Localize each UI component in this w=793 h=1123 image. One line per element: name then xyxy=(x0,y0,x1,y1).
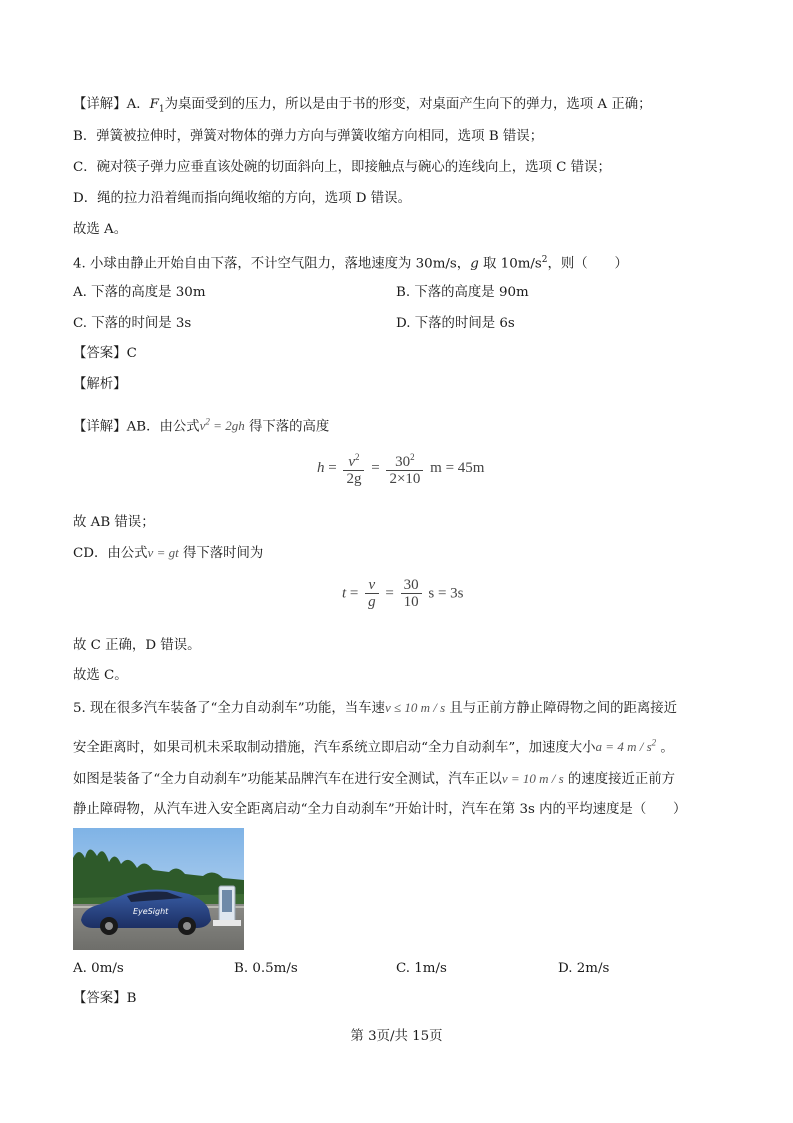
q5-option-a: A. 0m/s xyxy=(73,961,124,976)
car-photo-illustration xyxy=(73,828,244,950)
q3-detail-line-4: D．绳的拉力沿着绳而指向绳收缩的方向，选项 D 错误。 xyxy=(73,191,411,206)
q4-option-c: C. 下落的时间是 3s xyxy=(73,316,192,331)
car-test-photo xyxy=(73,828,244,950)
q4-analysis-tag: 【解析】 xyxy=(73,377,127,392)
formula-v-le-10: v ≤ 10 m / s xyxy=(384,700,446,715)
detail-tag: 【详解】 xyxy=(73,97,127,112)
q3-detail-line-1: 【详解】A．$F_1$为桌面受到的压力，所以是由于书的形变，对桌面产生向下的弹力，选项 A 正确； xyxy=(73,97,652,115)
q3-detail-line-3: C．碗对筷子弹力应垂直该处碗的切面斜向上，即接触点与碗心的连线向上，选项 C 错误； xyxy=(73,160,611,175)
q4-option-a: A. 下落的高度是 30m xyxy=(73,285,206,300)
q5-stem-line-3: 如图是装备了“全力自动刹车”功能某品牌汽车在进行安全测试，汽车正以v = 10 m / s 的速度接近正前方 xyxy=(73,771,676,787)
q5-stem-line-1: 5. 现在很多汽车装备了“全力自动刹车”功能，当车速v ≤ 10 m / s 且与正前方静止障碍物之间的距离接近 xyxy=(73,700,678,716)
formula-v-gt: v = gt xyxy=(147,545,179,560)
formula-a-4: a = 4 m / $s^2$ xyxy=(595,738,657,755)
q3-detail-line-2: B．弹簧被拉伸时，弹簧对物体的弹力方向与弹簧收缩方向相同，选项 B 错误； xyxy=(73,129,544,144)
q5-stem-line-2: 安全距离时，如果司机未采取制动措施，汽车系统立即启动“全力自动刹车”，加速度大小a = 4 m / $s^2$ 。 xyxy=(73,738,674,756)
q4-ab-wrong: 故 AB 错误； xyxy=(73,515,155,530)
page-footer: 第 3页/共 15页 xyxy=(350,1029,443,1044)
formula-v2-2gh: $v^2 = 2gh$ xyxy=(199,417,245,434)
force-symbol: F xyxy=(149,97,159,112)
fraction-30-over-10: $\frac{30}{10}$ xyxy=(401,577,422,611)
equation-height: h = $\frac{v^2}{2g}$ = $\frac{30^2}{2\times 10}$ m = 45m xyxy=(317,449,484,488)
q5-option-d: D. 2m/s xyxy=(558,961,610,976)
q3-choose: 故选 A。 xyxy=(73,222,128,237)
q4-option-b: B. 下落的高度是 90m xyxy=(396,285,529,300)
car-decal-text: EyeSight xyxy=(133,907,169,916)
q4-cd-result: 故 C 正确，D 错误。 xyxy=(73,638,201,653)
q4-detail-ab: 【详解】AB．由公式$v^2 = 2gh$ 得下落的高度 xyxy=(73,417,330,435)
q5-answer: 【答案】B xyxy=(73,991,137,1006)
fraction-30sq-over-20: $\frac{30^2}{2\times 10}$ xyxy=(386,449,423,488)
q4-stem: 4. 小球由静止开始自由下落，不计空气阻力，落地速度为 30m/s，g 取 $10m/s^2$，则（ ） xyxy=(73,255,628,272)
q5-option-c: C. 1m/s xyxy=(396,961,447,976)
fraction-v-over-g: $\frac{v}{g}$ xyxy=(365,577,379,611)
q5-stem-line-4: 静止障碍物，从汽车进入安全距离启动“全力自动刹车”开始计时，汽车在第 3s 内的平均速度是（ ） xyxy=(73,802,687,817)
formula-v-10: v = 10 m / s xyxy=(501,771,564,786)
equation-time: t = $\frac{v}{g}$ = $\frac{30}{10}$ s = 3s xyxy=(342,577,464,610)
fraction-v2-over-2g: $\frac{v^2}{2g}$ xyxy=(343,449,364,488)
q5-option-b: B. 0.5m/s xyxy=(234,961,298,976)
q4-answer: 【答案】C xyxy=(73,346,137,361)
q4-option-d: D. 下落的时间是 6s xyxy=(396,316,515,331)
q4-detail-cd: CD．由公式v = gt 得下落时间为 xyxy=(73,545,264,561)
q4-choose: 故选 C。 xyxy=(73,668,128,683)
